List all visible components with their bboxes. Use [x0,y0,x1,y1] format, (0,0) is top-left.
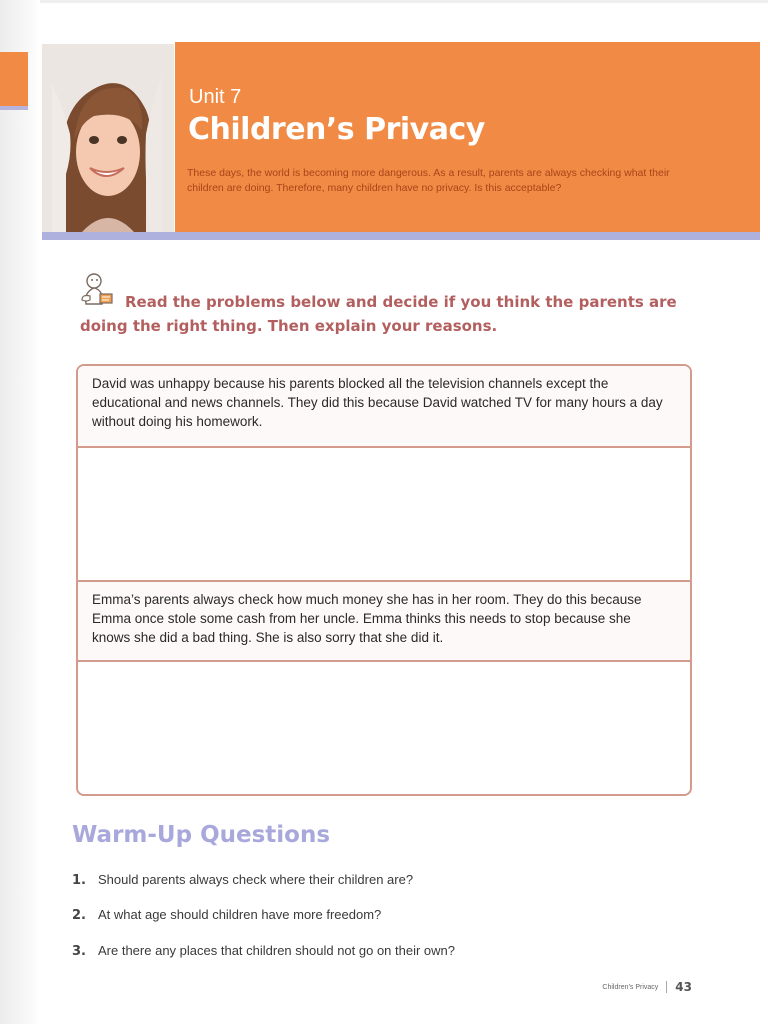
warmup-question [72,907,381,923]
question-number: 1. [72,873,86,888]
child-peeking-illustration [42,44,174,232]
question-text: Are there any places that children should not go on their own? [98,943,456,958]
question-text: At what age should children have more freedom? [98,907,382,922]
instructions: Read the problems below and decide if you think the parents are doing the right thing. Then explain your reasons. [80,293,677,335]
unit-intro: These days, the world is becoming more dangerous. As a result, parents are always checking what their children are doing. Therefore, many children have no privacy. Is this acceptable? [187,167,670,194]
problem-2-text: Emma’s parents always check how much money she has in her room. They do this because Emma once stole some cash from her uncle. Emma thinks this needs to stop because she knows she did a bad thing. She is also sorry that she did it. [78,582,690,660]
footer-separator [666,981,667,993]
running-title: Children’s Privacy [602,983,659,991]
unit-banner [175,42,760,232]
page-number: 43 [675,980,692,994]
question-number: 2. [72,908,86,923]
warmup-question [72,943,455,959]
answer-area-1[interactable] [78,448,690,580]
problem-1-text: David was unhappy because his parents blocked all the television channels except the educational and news channels. They did this because David watched TV for many hours a day without doing his homework. [78,366,690,446]
answer-area-2[interactable] [78,662,690,794]
problem-box [76,364,692,796]
unit-title: Children’s Privacy [188,112,485,147]
banner-stripe [42,232,760,240]
facing-page-tab [0,52,28,108]
question-number: 3. [72,944,86,959]
warmup-question [72,872,413,888]
facing-page-edge [0,0,40,1024]
page-top-edge [40,0,768,3]
question-text: Should parents always check where their children are? [98,872,414,887]
page-footer [602,980,692,994]
unit-label: Unit 7 [189,86,242,108]
warmup-title: Warm-Up Questions [72,822,331,848]
facing-page-tab-stripe [0,106,28,110]
unit-photo [42,44,174,232]
